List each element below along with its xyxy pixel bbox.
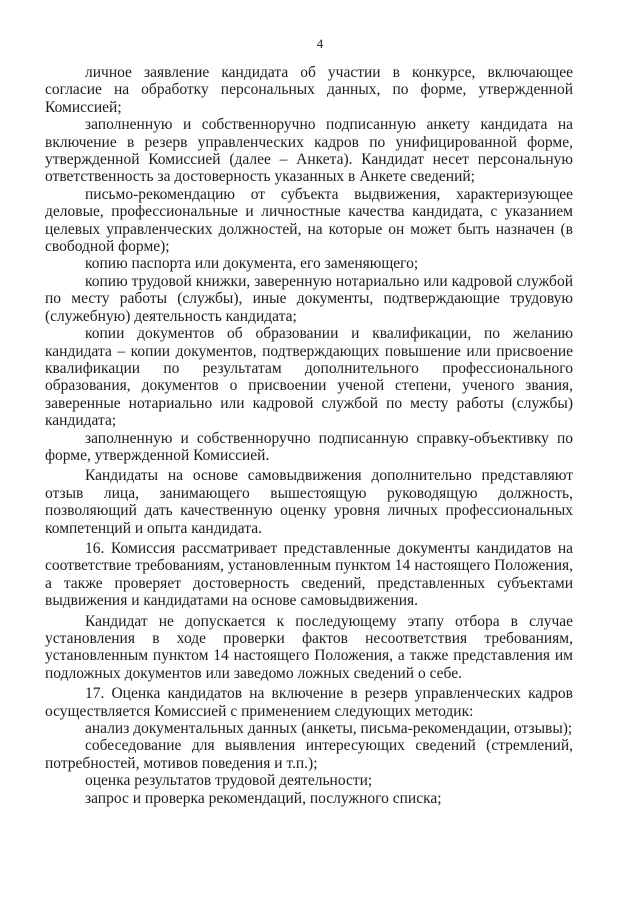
paragraph: заполненную и собственноручно подписанную анкету кандидата на включение в резерв управленческих кадров по унифицированной форме, утвержденной Комиссией (далее – Анкета). Кандидат несет персональную ответственность за достоверность указанных в Анкете сведений;: [45, 116, 573, 186]
paragraph: копию паспорта или документа, его заменяющего;: [85, 255, 419, 273]
paragraph: 17. Оценка кандидатов на включение в резерв управленческих кадров осуществляется Комиссией с применением следующих методик:: [45, 685, 573, 720]
paragraph: личное заявление кандидата об участии в конкурсе, включающее согласие на обработку персональных данных, по форме, утвержденной Комиссией;: [45, 64, 573, 116]
paragraph: 16. Комиссия рассматривает представленные документы кандидатов на соответствие требованиям, установленным пунктом 14 настоящего Положения, а также проверяет достоверность сведений, представленных субъектами выдвижения и кандидатами на основе самовыдвижения.: [45, 539, 573, 610]
paragraph: Кандидат не допускается к последующему этапу отбора в случае установления в ходе проверки фактов несоответствия требованиям, установленным пунктом 14 настоящего Положения, а также представления им подложных документов или заведомо ложных сведений о себе.: [45, 612, 573, 682]
paragraph: письмо-рекомендацию от субъекта выдвижения, характеризующее деловые, профессиональные и личностные качества кандидата, с указанием целевых управленческих должностей, на которые он может быть назначен (в свободной форме);: [45, 185, 573, 256]
paragraph: собеседование для выявления интересующих сведений (стремлений, потребностей, мотивов поведения и т.п.);: [45, 737, 573, 772]
page-number: 4: [316, 36, 324, 51]
paragraph: копию трудовой книжки, заверенную нотариально или кадровой службой по месту работы (службы), иные документы, подтверждающие трудовую (служебную) деятельность кандидата;: [45, 272, 573, 325]
paragraph: копии документов об образовании и квалификации, по желанию кандидата – копии документов, подтверждающих повышение или присвоение квалификации по результатам дополнительного профессионального образования, документов о присвоении ученой степени, ученого звания, заверенные нотариально или кадровой службой по месту работы (службы) кандидата;: [45, 325, 573, 430]
body-text: [45, 64, 573, 807]
paragraph: Кандидаты на основе самовыдвижения дополнительно представляют отзыв лица, занимающего вышестоящую руководящую должность, позволяющий дать качественную оценку уровня личных профессиональных компетенций и опыта кандидата.: [45, 467, 573, 537]
paragraph: запрос и проверка рекомендаций, послужного списка;: [85, 789, 442, 807]
paragraph: анализ документальных данных (анкеты, письма-рекомендации, отзывы);: [85, 720, 573, 738]
paragraph: оценка результатов трудовой деятельности;: [85, 772, 373, 790]
paragraph: заполненную и собственноручно подписанную справку-объективку по форме, утвержденной Комиссией.: [45, 429, 573, 464]
